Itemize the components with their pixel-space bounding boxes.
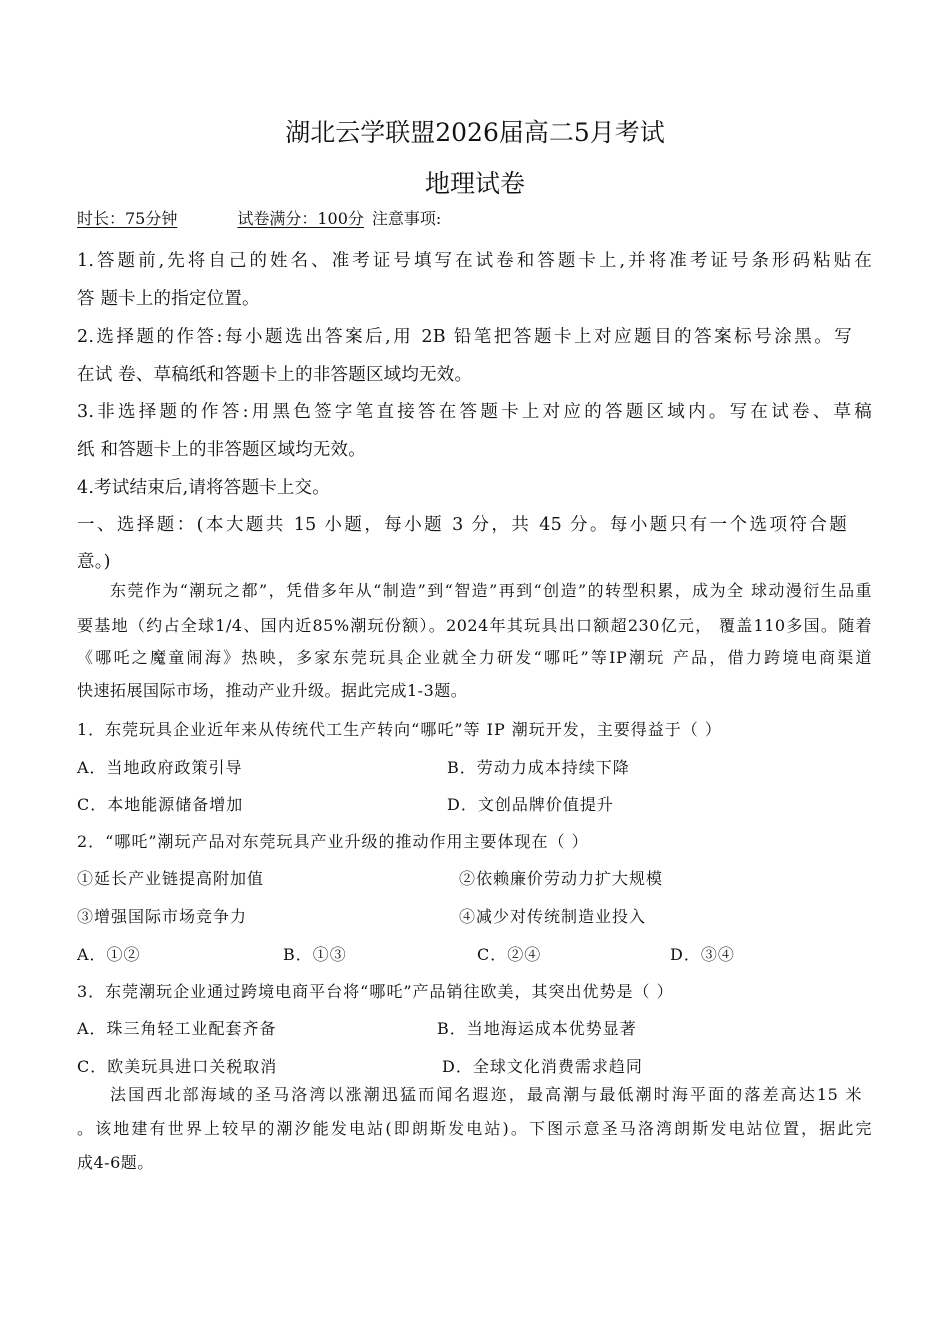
section-heading-line-1: 一、选择题：(本大题共 15 小题，每小题 3 分，共 45 分。每小题只有一个选项符合题 xyxy=(77,515,847,535)
passage-2-line-2: 。该地建有世界上较早的潮汐能发电站(即朗斯发电站)。下图示意圣马洛湾朗斯发电站位置，据此完 xyxy=(77,1119,872,1138)
question-1-option-d[interactable]: D．文创品牌价值提升 xyxy=(447,795,614,814)
question-2-statement-2: ②依赖廉价劳动力扩大规模 xyxy=(459,869,664,888)
question-1-option-a[interactable]: A．当地政府政策引导 xyxy=(77,758,243,777)
notice-3-line-2: 纸 和答题卡上的非答题区域均无效。 xyxy=(77,440,366,460)
exam-subtitle: 地理试卷 xyxy=(424,169,525,198)
question-3-stem: 3．东莞潮玩企业通过跨境电商平台将“哪吒”产品销往欧美，其突出优势是（ ） xyxy=(77,982,674,1001)
section-heading-line-2: 意。) xyxy=(77,552,111,572)
notice-2-line-2: 在试 卷、草稿纸和答题卡上的非答题区域均无效。 xyxy=(77,365,473,385)
question-1-stem: 1．东莞玩具企业近年来从传统代工生产转向“哪吒”等 IP 潮玩开发，主要得益于（ ） xyxy=(77,720,722,739)
question-3-option-a[interactable]: A．珠三角轻工业配套齐备 xyxy=(77,1019,277,1038)
question-2-option-a[interactable]: A．①② xyxy=(77,945,141,964)
question-3-option-d[interactable]: D．全球文化消费需求趋同 xyxy=(442,1057,643,1076)
notice-1-line-2: 答 题卡上的指定位置。 xyxy=(77,289,260,309)
passage-1-line-4: 快速拓展国际市场，推动产业升级。据此完成1-3题。 xyxy=(77,681,468,700)
passage-1-line-1: 东莞作为“潮玩之都”，凭借多年从“制造”到“智造”再到“创造”的转型积累，成为全 球动漫衍生品重 xyxy=(110,581,872,600)
question-2-stem: 2．“哪吒”潮玩产品对东莞玩具产业升级的推动作用主要体现在（ ） xyxy=(77,832,589,851)
passage-1-line-3: 《哪吒之魔童闹海》热映，多家东莞玩具企业就全力研发“哪吒”等IP潮玩 产品，借力跨境电商渠道 xyxy=(77,648,872,667)
question-3-option-b[interactable]: B．当地海运成本优势显著 xyxy=(437,1019,637,1038)
notice-1-line-1: 1.答题前,先将自己的姓名、准考证号填写在试卷和答题卡上,并将准考证号条形码粘贴在 xyxy=(77,251,872,271)
exam-title: 湖北云学联盟2026届高二5月考试 xyxy=(285,118,665,147)
full-score-label: 试卷满分：100分 xyxy=(237,209,364,228)
passage-2-line-1: 法国西北部海域的圣马洛湾以涨潮迅猛而闻名遐迩，最高潮与最低潮时海平面的落差高达15 米 xyxy=(110,1085,862,1104)
question-2-option-b[interactable]: B．①③ xyxy=(283,945,347,964)
notice-3-line-1: 3.非选择题的作答:用黑色签字笔直接答在答题卡上对应的答题区域内。写在试卷、草稿 xyxy=(77,402,872,422)
question-2-option-d[interactable]: D．③④ xyxy=(670,945,735,964)
question-2-statement-4: ④减少对传统制造业投入 xyxy=(459,907,647,926)
passage-1-line-2: 要基地（约占全球1/4、国内近85%潮玩份额）。2024年其玩具出口额超230亿元， 覆盖110多国。随着 xyxy=(77,616,872,635)
question-1-option-c[interactable]: C．本地能源储备增加 xyxy=(77,795,244,814)
question-2-statement-3: ③增强国际市场竞争力 xyxy=(77,907,248,926)
notice-2-line-1: 2.选择题的作答:每小题选出答案后,用 2B 铅笔把答题卡上对应题目的答案标号涂黑。写 xyxy=(77,327,852,347)
question-2-statement-1: ①延长产业链提高附加值 xyxy=(77,869,265,888)
question-2-option-c[interactable]: C．②④ xyxy=(477,945,542,964)
passage-2-line-3: 成4-6题。 xyxy=(77,1153,154,1172)
notice-4-line-1: 4.考试结束后,请将答题卡上交。 xyxy=(77,478,330,498)
question-1-option-b[interactable]: B．劳动力成本持续下降 xyxy=(447,758,630,777)
exam-meta xyxy=(77,206,441,229)
question-3-option-c[interactable]: C．欧美玩具进口关税取消 xyxy=(77,1057,278,1076)
notice-title: 注意事项: xyxy=(371,209,442,228)
duration-label: 时长：75分钟 xyxy=(77,209,178,228)
